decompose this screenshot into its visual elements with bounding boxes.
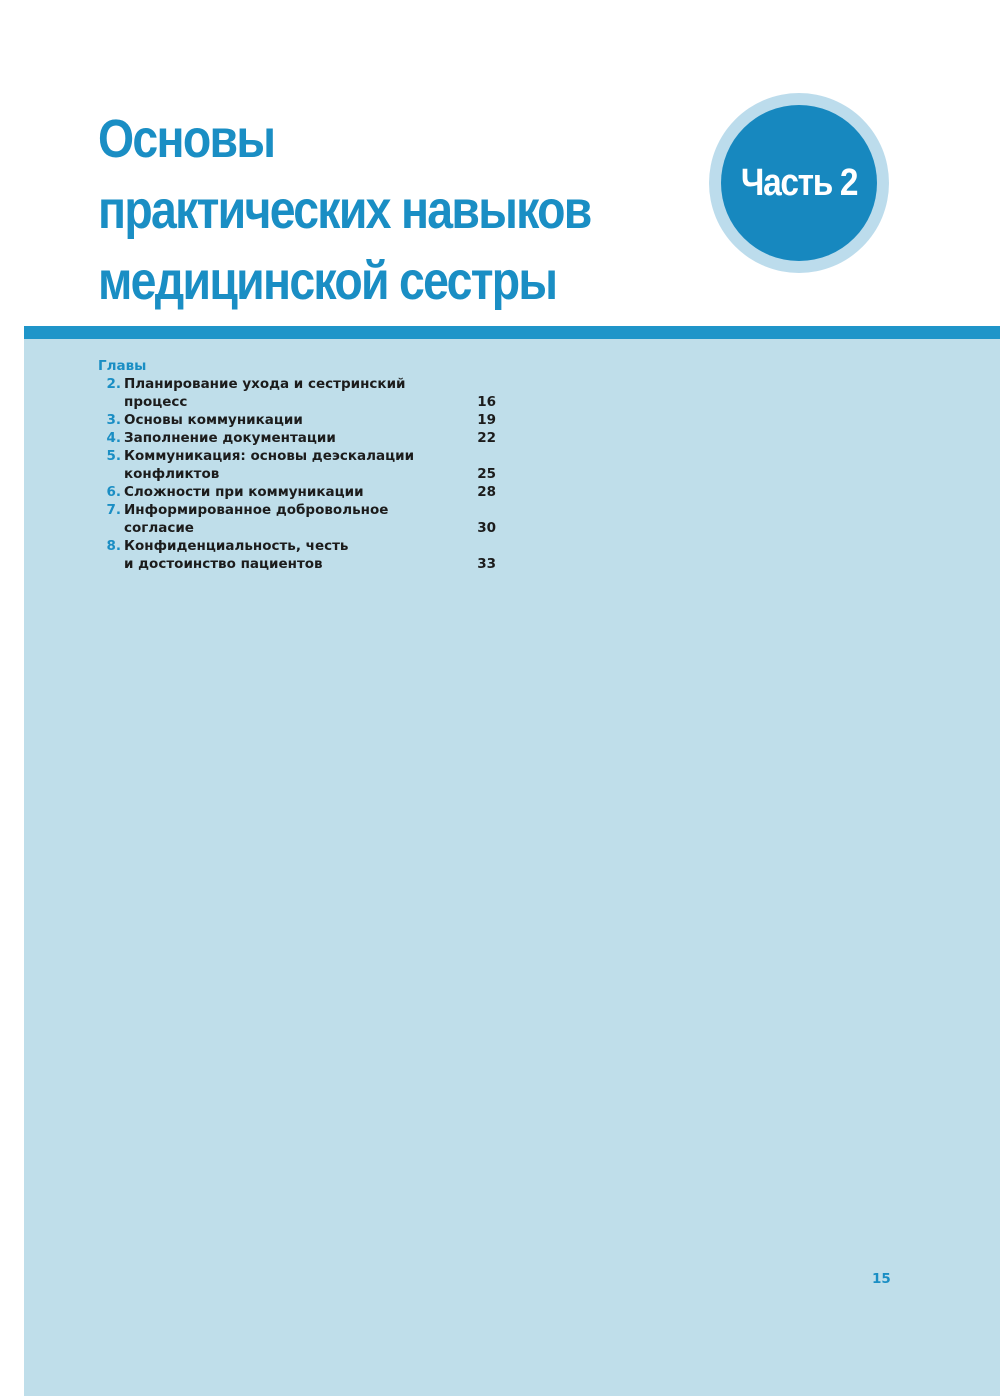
chapter-title-continued: и достоинство пациентов (124, 556, 323, 572)
chapter-title: Планирование ухода и сестринский (124, 376, 406, 392)
chapter-number: 4. (106, 430, 121, 446)
header-divider (24, 326, 1000, 339)
part-title-line-2: практических навыков (98, 180, 591, 240)
chapter-entry[interactable] (98, 501, 496, 537)
chapter-entry[interactable] (98, 447, 496, 483)
chapter-title: Коммуникация: основы деэскалации (124, 448, 415, 464)
chapter-page-number: 33 (477, 556, 496, 572)
chapter-page-number: 30 (477, 520, 496, 536)
chapter-page-number: 22 (477, 430, 496, 446)
chapter-page-number: 25 (477, 466, 496, 482)
part-badge-label: Часть 2 (740, 161, 858, 204)
chapter-list (98, 357, 496, 573)
chapter-number: 3. (106, 412, 121, 428)
chapter-entry[interactable] (98, 375, 496, 411)
chapter-entry[interactable] (98, 537, 496, 573)
chapter-title-continued: согласие (124, 520, 194, 536)
chapter-title-continued: конфликтов (124, 466, 220, 482)
chapter-title: Информированное добровольное (124, 502, 389, 518)
chapter-page-number: 19 (477, 412, 496, 428)
chapter-page-number: 28 (477, 484, 496, 500)
chapter-list-items (98, 375, 496, 573)
part-title (98, 104, 591, 317)
part-badge (709, 93, 889, 273)
chapter-list-heading: Главы (98, 358, 147, 374)
chapter-title: Основы коммуникации (124, 412, 303, 428)
part-badge-circle (721, 105, 877, 261)
page-number: 15 (872, 1271, 891, 1287)
chapter-entry[interactable] (98, 429, 496, 447)
chapter-title: Конфиденциальность, честь (124, 538, 349, 554)
chapter-page-number: 16 (477, 394, 496, 410)
chapter-entry[interactable] (98, 411, 496, 429)
chapter-entry[interactable] (98, 483, 496, 501)
chapter-number: 2. (106, 376, 121, 392)
chapter-number: 8. (106, 538, 121, 554)
chapter-number: 7. (106, 502, 121, 518)
chapter-title: Заполнение документации (124, 430, 336, 446)
part-title-line-1: Основы (98, 109, 275, 169)
chapter-title-continued: процесс (124, 394, 188, 410)
part-title-line-3: медицинской сестры (98, 251, 557, 311)
chapter-title: Сложности при коммуникации (124, 484, 364, 500)
chapter-number: 6. (106, 484, 121, 500)
chapter-number: 5. (106, 448, 121, 464)
